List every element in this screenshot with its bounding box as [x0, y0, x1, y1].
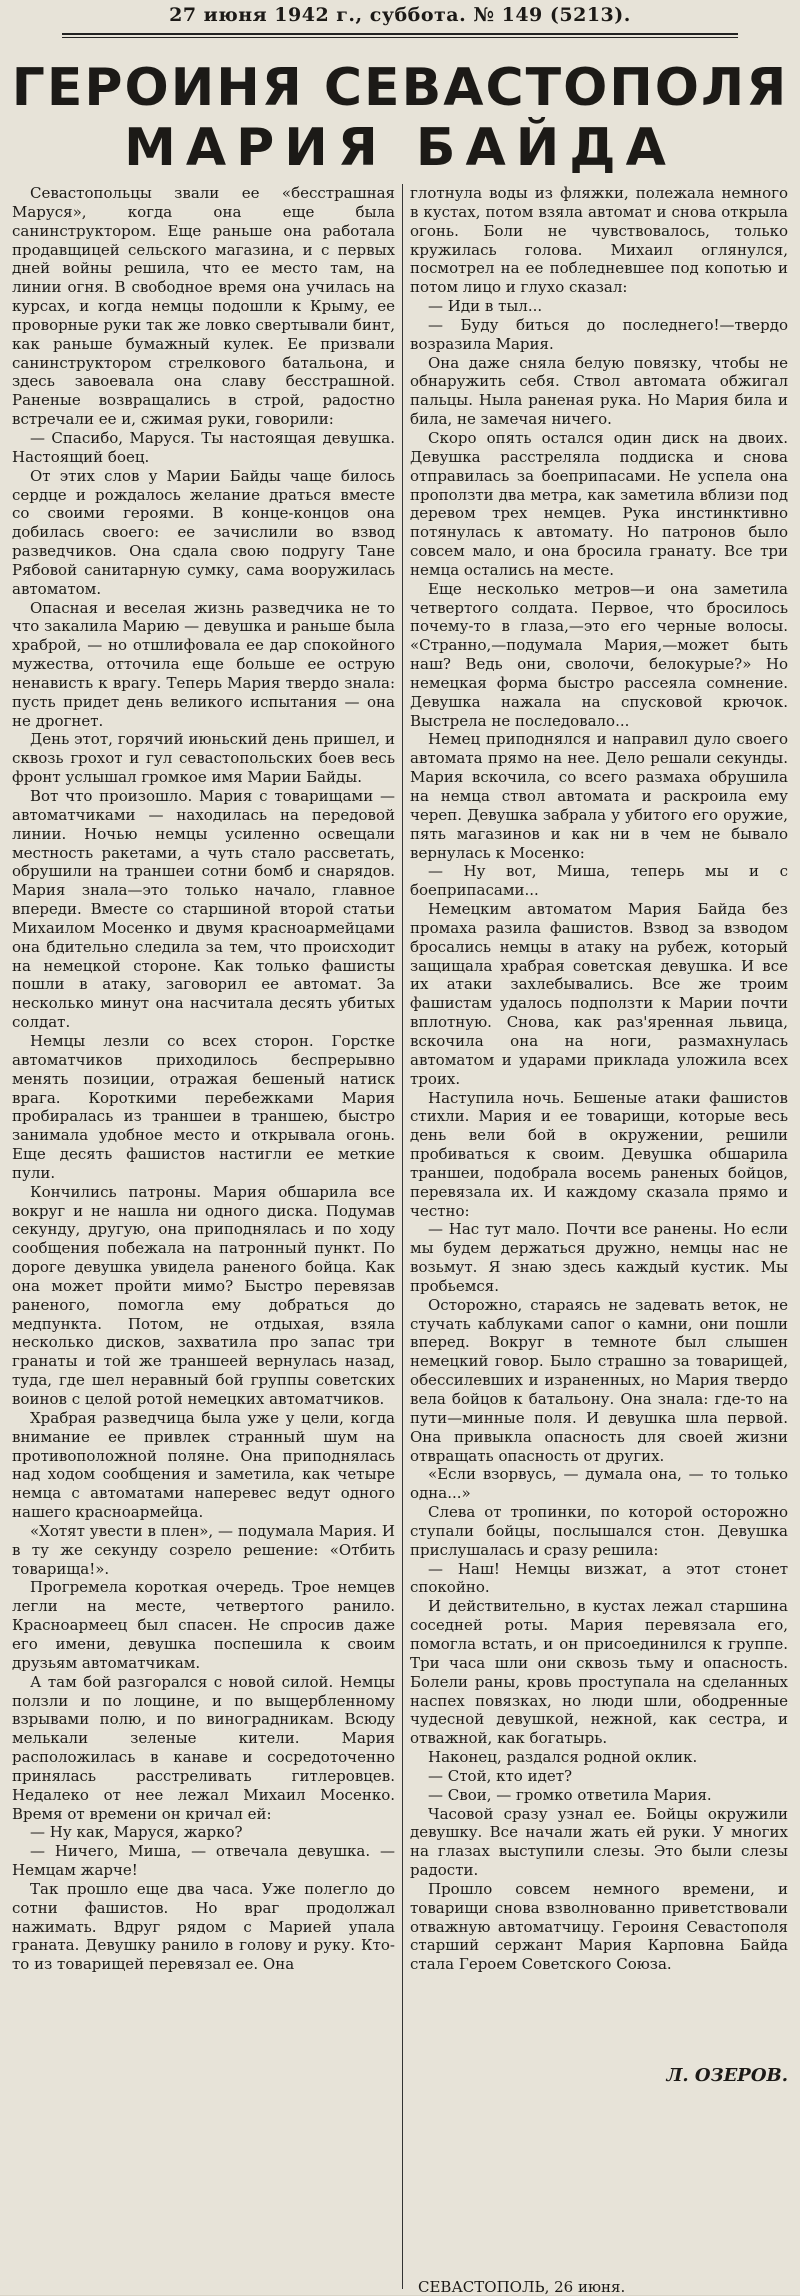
- article-paragraph: Немец приподнялся и направил дуло своего автомата прямо на нее. Дело решали секунды. Мария вскочила, со всего размаха обрушила на немца ствол автомата и раскроила ему череп. Девушка забрала у убитого его оружие, пять магазинов и как ни в чем не бывало вернулась к Мосенко:: [410, 730, 788, 862]
- article-paragraph: А там бой разгорался с новой силой. Немцы ползли и по лощине, и по выщербленному взрывами полю, и по виноградникам. Всюду мелькали зеленые кители. Мария расположилась в канаве и сосредоточенно принялась расстреливать гитлеровцев. Недалеко от нее лежал Михаил Мосенко. Время от времени он кричал ей:: [12, 1672, 395, 1823]
- article-paragraph: «Если взорвусь, — думала она, — то только одна...»: [410, 1465, 788, 1503]
- article-paragraph: «Хотят увести в плен», — подумала Мария. И в ту же секунду созрело решение: «Отбить товарища!».: [12, 1521, 395, 1578]
- article-paragraph: Немецким автоматом Мария Байда без промаха разила фашистов. Взвод за взводом бросались немцы в атаку на рубеж, который защищала храбрая советская девушка. И все их атаки захлебывались. Все же троим фашистам удалось подползти к Марии почти вплотную. Снова, как раз'яренная львица, вскочила она на ноги, размахнулась автоматом и ударами приклада уложила всех троих.: [410, 900, 788, 1088]
- author-name: Л. ОЗЕРОВ.: [666, 2065, 788, 2086]
- headline-line-1: ГЕРОИНЯ СЕВАСТОПОЛЯ: [11, 58, 789, 118]
- article-paragraph: Наступила ночь. Бешеные атаки фашистов стихли. Мария и ее товарищи, которые весь день вели бой в окружении, решили пробиваться к своим. Девушка обшарила траншеи, подобрала восемь раненых бойцов, перевязала их. И каждому сказала прямо и честно:: [410, 1088, 788, 1220]
- article-paragraph: глотнула воды из фляжки, полежала немного в кустах, потом взяла автомат и снова открыла огонь. Боли не чувствовалось, только кружилась голова. Михаил оглянулся, посмотрел на ее побледневшее под копотью и потом лицо и глухо сказал:: [410, 184, 788, 297]
- article-paragraph: — Спасибо, Маруся. Ты настоящая девушка. Настоящий боец.: [12, 428, 395, 466]
- article-paragraph: Скоро опять остался один диск на двоих. Девушка расстреляла поддиска и снова отправилась за боеприпасами. Не успела она проползти два метра, как заметила вблизи под деревом трех немцев. Рука инстинктивно потянулась к автомату. Но патронов было совсем мало, и она бросила гранату. Все три немца остались на месте.: [410, 428, 788, 579]
- article-paragraph: — Ничего, Миша, — отвечала девушка. — Немцам жарче!: [12, 1842, 395, 1880]
- article-paragraph: Осторожно, стараясь не задевать веток, не стучать каблуками сапог о камни, они пошли вперед. Вокруг в темноте был слышен немецкий говор. Было страшно за товарищей, обессилевших и израненных, но Мария твердо вела бойцов к батальону. Она знала: где-то на пути—минные поля. И девушка шла первой. Она привыкла опасность для своей жизни отвращать опасность от других.: [410, 1295, 788, 1465]
- article-paragraph: День этот, горячий июньский день пришел, и сквозь грохот и гул севастопольских боев весь фронт услышал громкое имя Марии Байды.: [12, 730, 395, 787]
- article-paragraph: Наконец, раздался родной оклик.: [428, 1748, 698, 1767]
- dateline: 27 июня 1942 г., суббота. № 149 (5213).: [169, 4, 631, 26]
- article-signature: [410, 2065, 788, 2086]
- article-paragraph: Еще несколько метров—и она заметила четвертого солдата. Первое, что бросилось почему-то в глаза,—это его черные волосы. «Странно,—подумала Мария,—может быть наш? Ведь они, сволочи, белокурые?» Но немецкая форма быстро рассеяла сомнение. Девушка нажала на спусковой крючок. Выстрела не последовало...: [410, 579, 788, 730]
- article-paragraph: — Нас тут мало. Почти все ранены. Но если мы будем держаться дружно, немцы нас не возьмут. Я знаю здесь каждый кустик. Мы пробьемся.: [410, 1220, 788, 1295]
- article-paragraph: Прошло совсем немного времени, и товарищи снова взволнованно приветствовали отважную автоматчицу. Героиня Севастополя старший сержант Мария Карповна Байда стала Героем Советского Союза.: [410, 1879, 788, 1974]
- article-paragraph: Немцы лезли со всех сторон. Горстке автоматчиков приходилось беспрерывно менять позиции, отражая бешеный натиск врага. Короткими перебежками Мария пробиралась из траншеи в траншею, быстро занимала удобное место и открывала огонь. Еще десять фашистов настигли ее меткие пули.: [12, 1031, 395, 1182]
- article-column-left: [12, 184, 395, 2292]
- place-date: СЕВАСТОПОЛЬ, 26 июня.: [418, 2278, 626, 2296]
- article-paragraph: Часовой сразу узнал ее. Бойцы окружили девушку. Все начали жать ей руки. У многих на глазах выступили слезы. Это были слезы радости.: [410, 1804, 788, 1880]
- article-paragraph: Так прошло еще два часа. Уже полегло до сотни фашистов. Но враг продолжал нажимать. Вдруг рядом с Марией упала граната. Девушку ранило в голову и руку. Кто-то из товарищей перевязал ее. Она: [12, 1879, 395, 1974]
- article-paragraph: — Ну вот, Миша, теперь мы и с боеприпасами...: [410, 862, 788, 900]
- column-divider: [402, 184, 403, 2289]
- article-paragraph: Храбрая разведчица была уже у цели, когда внимание ее привлек странный шум на противоположной поляне. Она приподнялась над ходом сообщения и заметила, как четыре немца с автоматами наперевес ведут одного нашего красноармейца.: [12, 1408, 395, 1522]
- article-paragraph: — Наш! Немцы визжат, а этот стонет спокойно.: [410, 1559, 788, 1597]
- article-paragraph: Вот что произошло. Мария с товарищами — автоматчиками — находилась на передовой линии. Ночью немцы усиленно освещали местность ракетами, а чуть стало рассветать, обрушили на траншеи сотни бомб и снарядов. Мария знала—это только начало, главное впереди. Вместе со старшиной второй статьи Михаилом Мосенко и двумя красноармейцами она бдительно следила за тем, что происходит на немецкой стороне. Как только фашисты пошли в атаку, заговорил ее автомат. За несколько минут она насчитала десять убитых солдат.: [12, 787, 395, 1032]
- article-paragraph: От этих слов у Марии Байды чаще билось сердце и рождалось желание драться вместе со своими героями. В конце-концов она добилась своего: ее зачислили во взвод разведчиков. Она сдала свою подругу Тане Рябовой санитарную сумку, сама вооружилась автоматом.: [12, 466, 395, 598]
- article-paragraph: — Свои, — громко ответила Мария.: [428, 1785, 712, 1804]
- headline-line-2: МАРИЯ БАЙДА: [124, 118, 676, 178]
- article-paragraph: Прогремела короткая очередь. Трое немцев легли на месте, четвертого ранило. Красноармеец был спасен. Не спросив даже его имени, девушка поспешила к своим друзьям автоматчикам.: [12, 1578, 395, 1672]
- article-paragraph: — Ну как, Маруся, жарко?: [30, 1823, 243, 1842]
- article-paragraph: — Буду биться до последнего!—твердо возразила Мария.: [410, 315, 788, 353]
- article-paragraph: — Стой, кто идет?: [428, 1766, 573, 1785]
- article-paragraph: И действительно, в кустах лежал старшина соседней роты. Мария перевязала его, помогла встать, и он присоединился к группе. Три часа шли они сквозь тьму и опасность. Болели раны, кровь проступала на сделанных наспех повязках, но люди шли, ободренные чудесной девушкой, нежной, как сестра, и отважной, как богатырь.: [410, 1597, 788, 1748]
- article-paragraph: Опасная и веселая жизнь разведчика не то что закалила Марию — девушка и раньше была храброй, — но отшлифовала ее дар спокойного мужества, отточила еще больше ее острую ненависть к врагу. Теперь Мария твердо знала: пусть придет день великого испытания — она не дрогнет.: [12, 598, 395, 730]
- article-paragraph: Слева от тропинки, по которой осторожно ступали бойцы, послышался стон. Девушка прислушалась и сразу решила:: [410, 1503, 788, 1559]
- header-rule: [62, 33, 738, 35]
- article-paragraph: — Иди в тыл...: [428, 297, 543, 316]
- article-paragraph: Севастопольцы звали ее «бесстрашная Маруся», когда она еще была санинструктором. Еще раньше она работала продавщицей сельского магазина, и с первых дней войны решила, что ее место там, на линии огня. В свободное время она училась на курсах, и когда немцы подошли к Крыму, ее проворные руки так же ловко свертывали бинт, как раньше бумажный кулек. Ее призвали санинструктором стрелкового батальона, и здесь завоевала она славу бесстрашной. Раненые возвращались в строй, радостно встречали ее и, сжимая руки, говорили:: [12, 184, 395, 429]
- header-rule-thin: [62, 37, 738, 38]
- article-paragraph: Она даже сняла белую повязку, чтобы не обнаружить себя. Ствол автомата обжигал пальцы. Ныла раненая рука. Но Мария била и била, не замечая ничего.: [410, 353, 788, 429]
- article-paragraph: Кончились патроны. Мария обшарила все вокруг и не нашла ни одного диска. Подумав секунду, другую, она приподнялась и по ходу сообщения побежала на патронный пункт. По дороге девушка увидела раненого бойца. Как она может пройти мимо? Быстро перевязав раненого, помогла ему добраться до медпункта. Потом, не отдыхая, взяла несколько дисков, захватила про запас три гранаты и той же траншеей вернулась назад, туда, где шел неравный бой группы советских воинов с целой ротой немецких автоматчиков.: [12, 1182, 395, 1408]
- article-column-right: [410, 184, 788, 2064]
